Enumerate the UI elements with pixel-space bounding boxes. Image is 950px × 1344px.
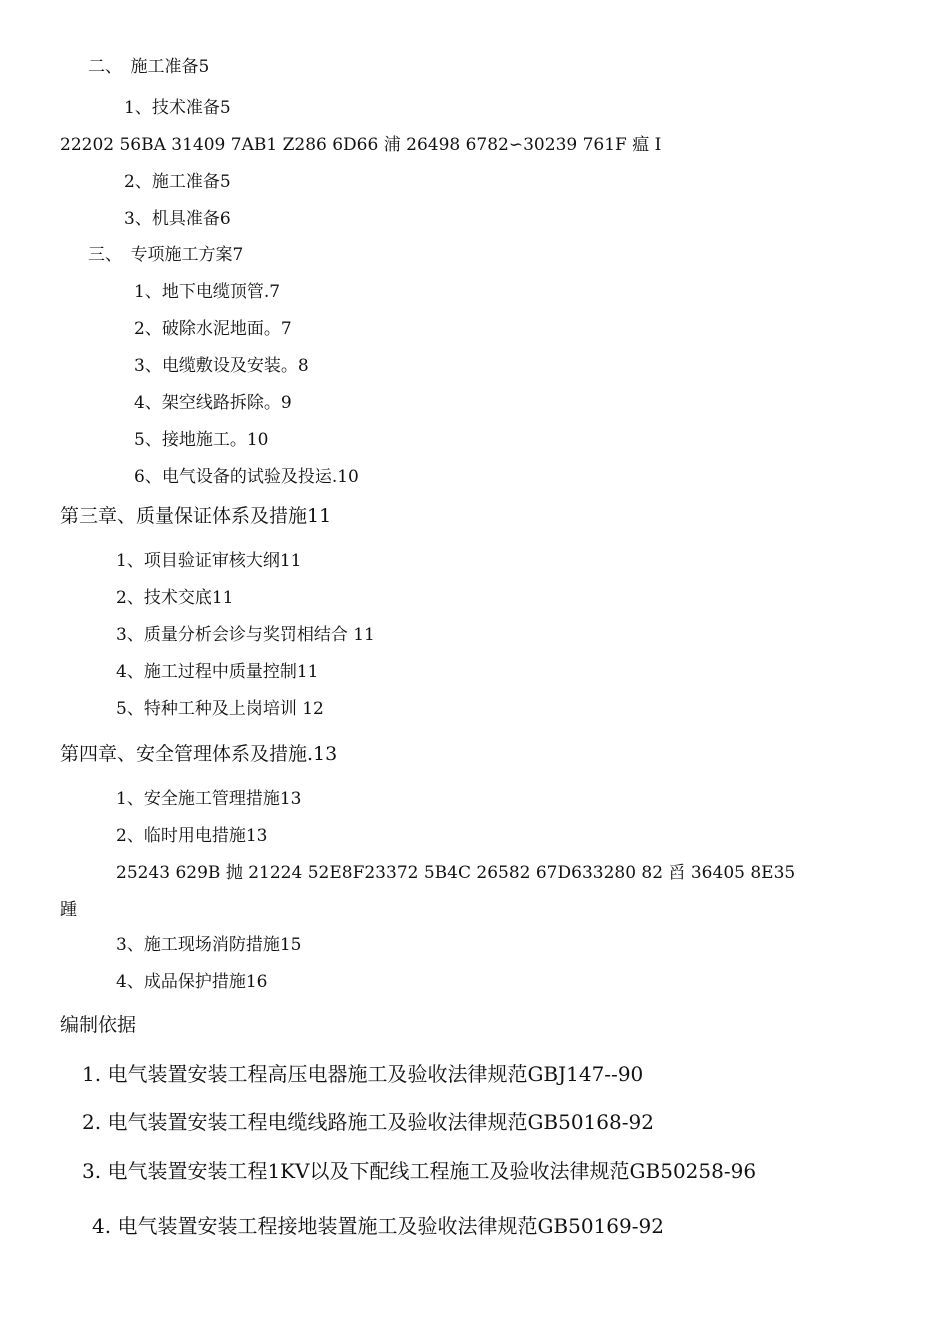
toc-item-construction-prep: 2、施工准备5 (124, 172, 231, 192)
toc-chapter-3: 第三章、质量保证体系及措施11 (60, 505, 332, 527)
basis-item-3: 3. 电气装置安装工程1KV以及下配线工程施工及验收法律规范GB50258-96 (82, 1159, 757, 1183)
toc-garbled-line-3: 踵 (60, 900, 77, 920)
toc-item-audit-outline: 1、项目验证审核大纲11 (116, 551, 302, 571)
toc-item-overhead-removal: 4、架空线路拆除。9 (134, 393, 292, 413)
basis-item-1: 1. 电气装置安装工程高压电器施工及验收法律规范GBJ147--90 (82, 1062, 644, 1086)
toc-item-fire-prevention: 3、施工现场消防措施15 (116, 935, 302, 955)
toc-item-process-control: 4、施工过程中质量控制11 (116, 662, 319, 682)
toc-item-tech-prep: 1、技术准备5 (124, 98, 231, 118)
toc-garbled-line-1: 22202 56BA 31409 7AB1 Z286 6D66 浦 26498 6782∽30239 761F 瘟 I (60, 135, 662, 155)
toc-item-cable-jacking: 1、地下电缆顶管.7 (134, 282, 281, 302)
toc-item-product-protection: 4、成品保护措施16 (116, 972, 268, 992)
toc-item-quality-analysis: 3、质量分析会诊与奖罚相结合 11 (116, 625, 375, 645)
toc-item-safety-measures: 1、安全施工管理措施13 (116, 789, 302, 809)
toc-item-equipment-testing: 6、电气设备的试验及投运.10 (134, 467, 359, 487)
toc-section-3: 三、 专项施工方案7 (88, 245, 244, 265)
toc-item-special-training: 5、特种工种及上岗培训 12 (116, 699, 324, 719)
toc-chapter-4: 第四章、安全管理体系及措施.13 (60, 743, 338, 765)
basis-item-4: 4. 电气装置安装工程接地装置施工及验收法律规范GB50169-92 (92, 1214, 664, 1238)
basis-heading: 编制依据 (60, 1014, 137, 1036)
basis-item-2: 2. 电气装置安装工程电缆线路施工及验收法律规范GB50168-92 (82, 1110, 654, 1134)
toc-item-equipment-prep: 3、机具准备6 (124, 209, 231, 229)
toc-item-tech-briefing: 2、技术交底11 (116, 588, 234, 608)
toc-section-2: 二、 施工准备5 (88, 57, 210, 77)
toc-item-break-cement: 2、破除水泥地面。7 (134, 319, 292, 339)
toc-garbled-line-2: 25243 629B 抛 21224 52E8F23372 5B4C 26582 67D633280 82 舀 36405 8E35 (116, 863, 796, 883)
toc-item-grounding: 5、接地施工。10 (134, 430, 269, 450)
toc-item-temp-power: 2、临时用电措施13 (116, 826, 268, 846)
toc-item-cable-laying: 3、电缆敷设及安装。8 (134, 356, 309, 376)
